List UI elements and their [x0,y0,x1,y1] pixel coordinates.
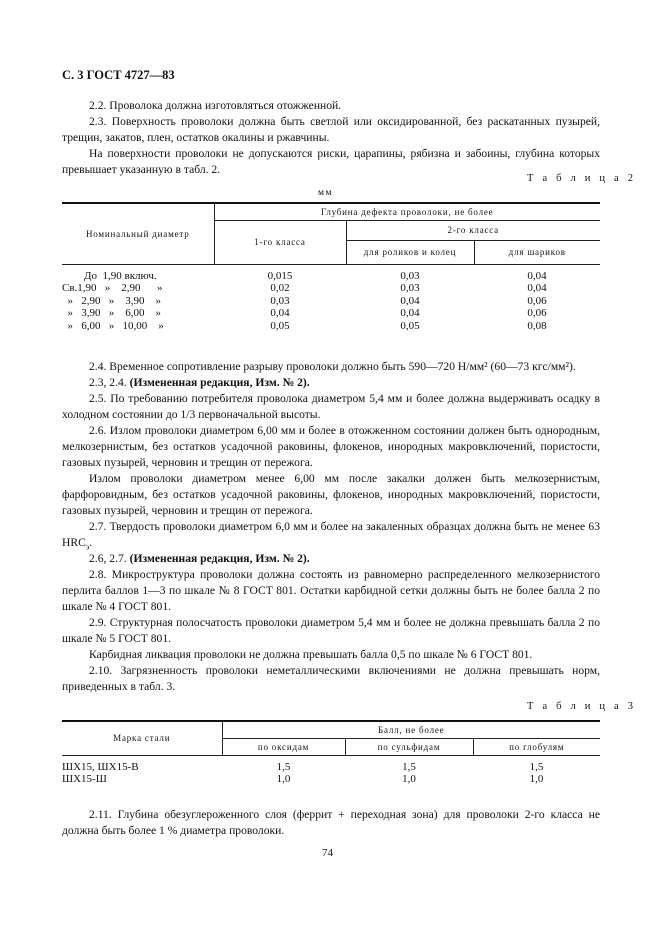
table2-cell: До 1,90 включ. [62,269,157,282]
table3-header-sulfides: по сульфидам [345,738,473,755]
table2-cell: 0,03 [270,294,290,307]
table3-cell: 1,0 [276,773,291,785]
table3-header-score: Балл, не более [222,721,600,738]
table3-globules-column [473,755,600,786]
table3-cell: 1,5 [402,760,416,773]
paragraph-2-11: 2.11. Глубина обезуглероженного слоя (феррит + переходная зона) для проволоки 2-го класса не должна быть более 1 % диаметра проволоки. [62,808,600,837]
table2-cell: 0,015 [267,269,293,282]
fraction-one-third: 1/3 [180,408,196,421]
table3-cell: 1,5 [529,760,544,773]
table2-cell: 0,04 [527,269,547,282]
paragraph-2-8: 2.8. Микроструктура проволоки должна состоять из равномерно распределенного мелкозернистого перлита баллов 1—3 по шкале № 8 ГОСТ 801. Остатки карбидной сетки должны быть не более балла 2 по шкале № 4 ГОСТ 801. [62,568,600,613]
paragraph-2-5 [62,391,600,423]
table2-cell: 0,04 [270,307,290,319]
table2-cell: 0,04 [400,307,420,319]
paragraph-liquation: Карбидная ликвация проволоки не должна превышать балла 0,5 по шкале № 6 ГОСТ 801. [89,648,533,661]
table2-header-depth: Глубина дефекта проволоки, не более [214,203,600,220]
table2-class1-column [214,264,346,332]
table2-header-balls: для шариков [474,240,600,264]
table3-header-globules: по глобулям [473,738,600,755]
table2-diameter-column [62,264,214,332]
page-header: С. 3 ГОСТ 4727—83 [62,68,175,82]
table3-oxides-column [222,755,345,786]
table2-cell: 0,06 [527,294,547,307]
paragraph-2-4: 2.4. Временное сопротивление разрыву проволоки должно быть 590—720 Н/мм² (60—73 кгс/мм²). [89,360,576,373]
table2-header-rollers: для роликов и колец [346,240,474,264]
table3-header-grade: Марка стали [62,721,222,755]
paragraph-2-9: 2.9. Структурная полосчатость проволоки диаметром 5,4 мм и более не должна превышать балла 2 по шкале № 5 ГОСТ 801. [62,616,600,645]
edit-note-numbers: 2.3, 2.4. [89,376,127,389]
edit-note-text: (Измененная редакция, Изм. № 2). [129,552,310,565]
paragraph-2-7 [62,519,600,555]
table3-cell: ШХ15-Ш [62,773,107,785]
table2-header-class2: 2-го класса [346,220,600,240]
table2-cell: 0,05 [400,319,420,332]
table3-grade-column [62,755,222,786]
table2-cell: » 3,90 » 6,00 » [62,307,161,319]
edit-note-2-3-2-4 [62,375,600,391]
table2-cell: 0,04 [527,282,547,294]
table-2 [62,202,600,332]
table2-rollers-column [346,264,474,332]
table3-cell: ШХ15, ШХ15-В [62,760,139,773]
table3-cell: 1,5 [276,760,291,773]
page-number: 74 [322,847,333,859]
table2-cell: 0,02 [270,282,290,294]
table2-header-diameter: Номинальный диаметр [62,203,214,264]
paragraph-2-7-end: . [89,536,93,549]
paragraph-2-2: 2.2. Проволока должна изготовляться отожженной. [89,99,342,112]
paragraph-2-10: 2.10. Загрязненность проволоки неметаллическими включениями не должна превышать норм, приведенных в табл. 3. [62,664,600,693]
table2-cell: 0,08 [527,319,547,332]
table2-caption: Т а б л и ц а 2 [527,173,637,184]
table2-cell: » 6,00 » 10,00 » [62,319,164,332]
paragraph-break: Излом проволоки диаметром менее 6,00 мм после закалки должен быть мелкозернистым, фарфоровидным, без остатков усадочной раковины, флокенов, инородных макровключений, пористости, газовых пузырей, черновин и трещин от пережога. [62,472,600,517]
hrc-subscript: э [85,542,90,552]
paragraph-2-7-text: 2.7. Твердость проволоки диаметром 6,0 мм и более на закаленных образцах должна быть не менее 63 HRC [62,520,600,549]
table3-cell: 1,0 [402,773,416,785]
table3-cell: 1,0 [529,773,544,785]
table2-cell: 0,06 [527,307,547,319]
paragraph-2-3: 2.3. Поверхность проволоки должна быть светлой или оксидированной, без раскатанных пузырей, трещин, закатов, плен, остатков окалины и ржавчины. [62,115,600,144]
table2-header-class1: 1-го класса [214,220,346,264]
table2-cell: 0,03 [400,282,420,294]
table3-header-oxides: по оксидам [222,738,345,755]
paragraph-2-5-text: 2.5. По требованию потребителя проволока диаметром 5,4 мм и более должна выдерживать осадку в холодном состоянии до [62,392,600,421]
edit-note-text: (Измененная редакция, Изм. № 2). [129,376,310,389]
edit-note-numbers: 2.6, 2.7. [89,552,127,565]
paragraph-2-5-end: первоначальной высоты. [195,408,321,421]
table2-cell: 0,04 [400,294,420,307]
table2-cell: » 2,90 » 3,90 » [62,294,161,307]
paragraph-surface: На поверхности проволоки не допускаются риски, царапины, рябизна и забоины, глубина которых превышает указанную в табл. 2. [62,147,600,176]
table3-caption: Т а б л и ц а 3 [527,701,637,712]
table3-sulfides-column [345,755,473,786]
table2-cell: 0,05 [270,319,290,332]
table2-cell: 0,03 [400,269,420,282]
table2-cell: Св.1,90 » 2,90 » [62,282,163,294]
table2-units: мм [318,188,334,198]
edit-note-2-6-2-7 [62,551,600,567]
paragraph-2-6: 2.6. Излом проволоки диаметром 6,00 мм и более в отожженном состоянии должен быть однородным, мелкозернистым, без остатков усадочной раковины, флокенов, инородных макровключений, пористости, газовых пузырей, черновин и трещин от пережога. [62,424,600,469]
table2-balls-column [474,264,600,332]
table-3 [62,720,600,786]
